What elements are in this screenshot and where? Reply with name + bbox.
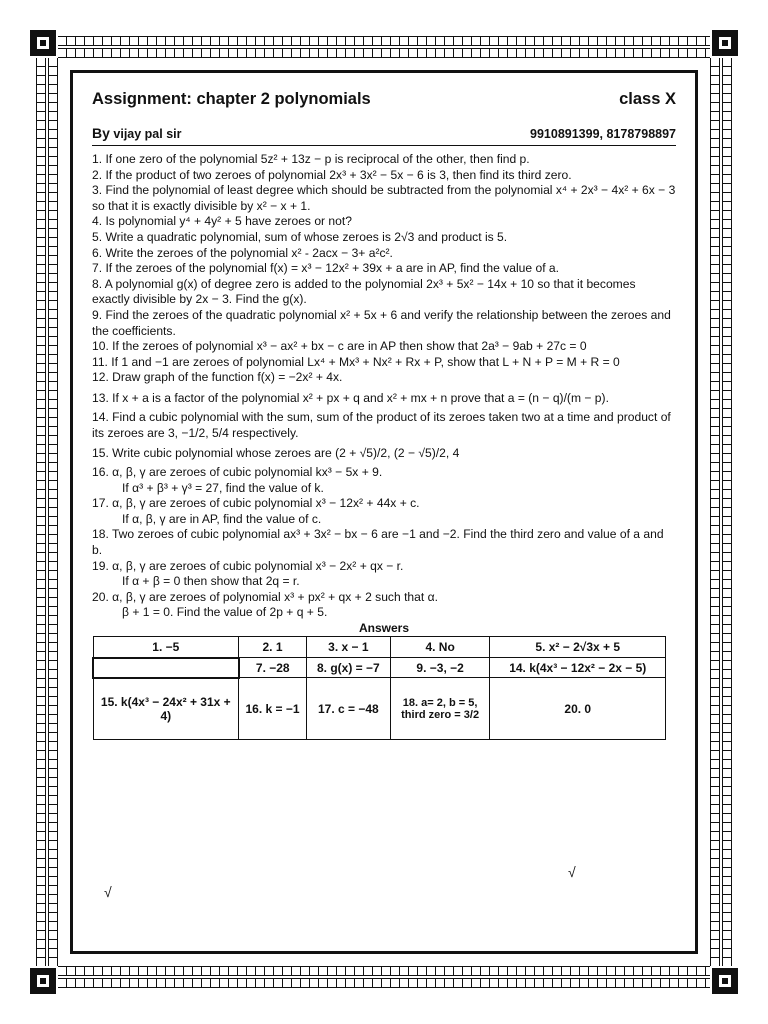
border-right-inner [710, 58, 720, 966]
question-13: 13. If x + a is a factor of the polynomial x² + px + q and x² + mx + n prove that a = (n − q)/(m − p). [92, 390, 609, 405]
check-mark: √ [104, 884, 112, 900]
question-4: 4. Is polynomial y⁴ + 4y² + 5 have zeroes or not? [92, 214, 352, 229]
corner-ornament-bottom-right [712, 968, 738, 994]
border-top-inner [58, 48, 710, 58]
answer-cell: 7. −28 [239, 658, 307, 678]
answer-cell: 17. c = −48 [306, 678, 390, 740]
question-15: 15. Write cubic polynomial whose zeroes are (2 + √5)/2, (2 − √5)/2, 4 [92, 446, 460, 461]
question-12: 12. Draw graph of the function f(x) = −2x² + 4x. [92, 370, 343, 385]
table-row [93, 678, 666, 740]
question-6: 6. Write the zeroes of the polynomial x² - 2acx − 3+ a²c². [92, 245, 393, 260]
question-1: 1. If one zero of the polynomial 5z² + 13z − p is reciprocal of the other, then find p. [92, 152, 530, 166]
document-body [92, 90, 676, 740]
answer-cell: 9. −3, −2 [390, 658, 490, 678]
author [92, 125, 182, 141]
question-17: 17. α, β, γ are zeroes of cubic polynomial x³ − 12x² + 44x + c. [92, 496, 420, 511]
author-name: vijay pal sir [113, 127, 182, 141]
border-left-outer [36, 58, 46, 966]
corner-ornament-top-left [30, 30, 56, 56]
border-top-outer [58, 36, 710, 46]
author-row [92, 125, 676, 146]
table-row [93, 637, 666, 658]
check-mark: √ [568, 864, 576, 880]
answer-cell: 3. x − 1 [306, 637, 390, 658]
answer-cell: 1. −5 [93, 637, 239, 658]
answer-cell: 20. 0 [490, 678, 666, 740]
answer-cell: 2. 1 [239, 637, 307, 658]
answer-cell: 8. g(x) = −7 [306, 658, 390, 678]
table-row [93, 658, 666, 678]
answers-heading: Answers [358, 621, 410, 636]
answer-cell: 18. a= 2, b = 5, third zero = 3/2 [390, 678, 490, 740]
answer-cell: 5. x² − 2√3x + 5 [490, 637, 666, 658]
question-20-part-2: β + 1 = 0. Find the value of 2p + q + 5. [122, 605, 328, 620]
question-5: 5. Write a quadratic polynomial, sum of whose zeroes is 2√3 and product is 5. [92, 229, 508, 244]
answer-cell: 16. k = −1 [239, 678, 307, 740]
question-19: 19. α, β, γ are zeroes of cubic polynomial x³ − 2x² + qx − r. [92, 558, 404, 573]
title-row [92, 90, 676, 109]
question-20: 20. α, β, γ are zeroes of polynomial x³ + px² + qx + 2 such that α. [92, 589, 438, 604]
by-label: By [92, 125, 110, 141]
border-bottom-outer [58, 978, 710, 988]
answers-table [92, 636, 666, 740]
document-title: Assignment: chapter 2 polynomials [92, 90, 371, 108]
answer-cell: 15. k(4x³ − 24x² + 31x + 4) [93, 678, 239, 740]
question-19-part-2: If α + β = 0 then show that 2q = r. [122, 574, 300, 589]
question-11: 11. If 1 and −1 are zeroes of polynomial Lx⁴ + Mx³ + Nx² + Rx + P, show that L + N + P = M + R = 0 [92, 354, 620, 369]
corner-ornament-bottom-left [30, 968, 56, 994]
border-bottom-inner [58, 966, 710, 976]
question-9: 9. Find the zeroes of the quadratic polynomial x² + 5x + 6 and verify the relationship between the zeroes and the coefficients. [92, 307, 671, 338]
question-14: 14. Find a cubic polynomial with the sum, sum of the product of its zeroes taken two at a time and product of its zeroes are 3, −1/2, 5/4 respectively. [92, 409, 671, 440]
question-18: 18. Two zeroes of cubic polynomial ax³ + 3x² − bx − 6 are −1 and −2. Find the third zero and value of a and b. [92, 527, 664, 558]
answer-cell: 4. No [390, 637, 490, 658]
answer-cell-empty [93, 658, 239, 678]
question-2: 2. If the product of two zeroes of polynomial 2x³ + 3x² − 5x − 6 is 3, then find its third zero. [92, 167, 572, 182]
phone-numbers: 9910891399, 8178798897 [530, 127, 676, 141]
border-right-outer [722, 58, 732, 966]
question-3: 3. Find the polynomial of least degree which should be subtracted from the polynomial x⁴ + 2x³ − 4x² + 6x − 3 so that it is exactly divisible by x² − x + 1. [92, 183, 676, 213]
question-16-part-2: If α³ + β³ + γ³ = 27, find the value of k. [122, 480, 324, 495]
corner-ornament-top-right [712, 30, 738, 56]
class-label: class X [619, 90, 676, 108]
question-7: 7. If the zeroes of the polynomial f(x) = x³ − 12x² + 39x + a are in AP, find the value of a. [92, 261, 559, 276]
question-17-part-2: If α, β, γ are in AP, find the value of c. [122, 511, 322, 526]
question-10: 10. If the zeroes of polynomial x³ − ax² + bx − c are in AP then show that 2a³ − 9ab + 27c = 0 [92, 339, 587, 354]
answer-cell: 14. k(4x³ − 12x² − 2x − 5) [490, 658, 666, 678]
question-8: 8. A polynomial g(x) of degree zero is added to the polynomial 2x³ + 5x² − 14x + 10 so that it becomes exactly divisible by 2x − 3. Find the g(x). [92, 276, 636, 307]
question-list [92, 152, 676, 621]
border-left-inner [48, 58, 58, 966]
question-16: 16. α, β, γ are zeroes of cubic polynomial kx³ − 5x + 9. [92, 465, 383, 480]
